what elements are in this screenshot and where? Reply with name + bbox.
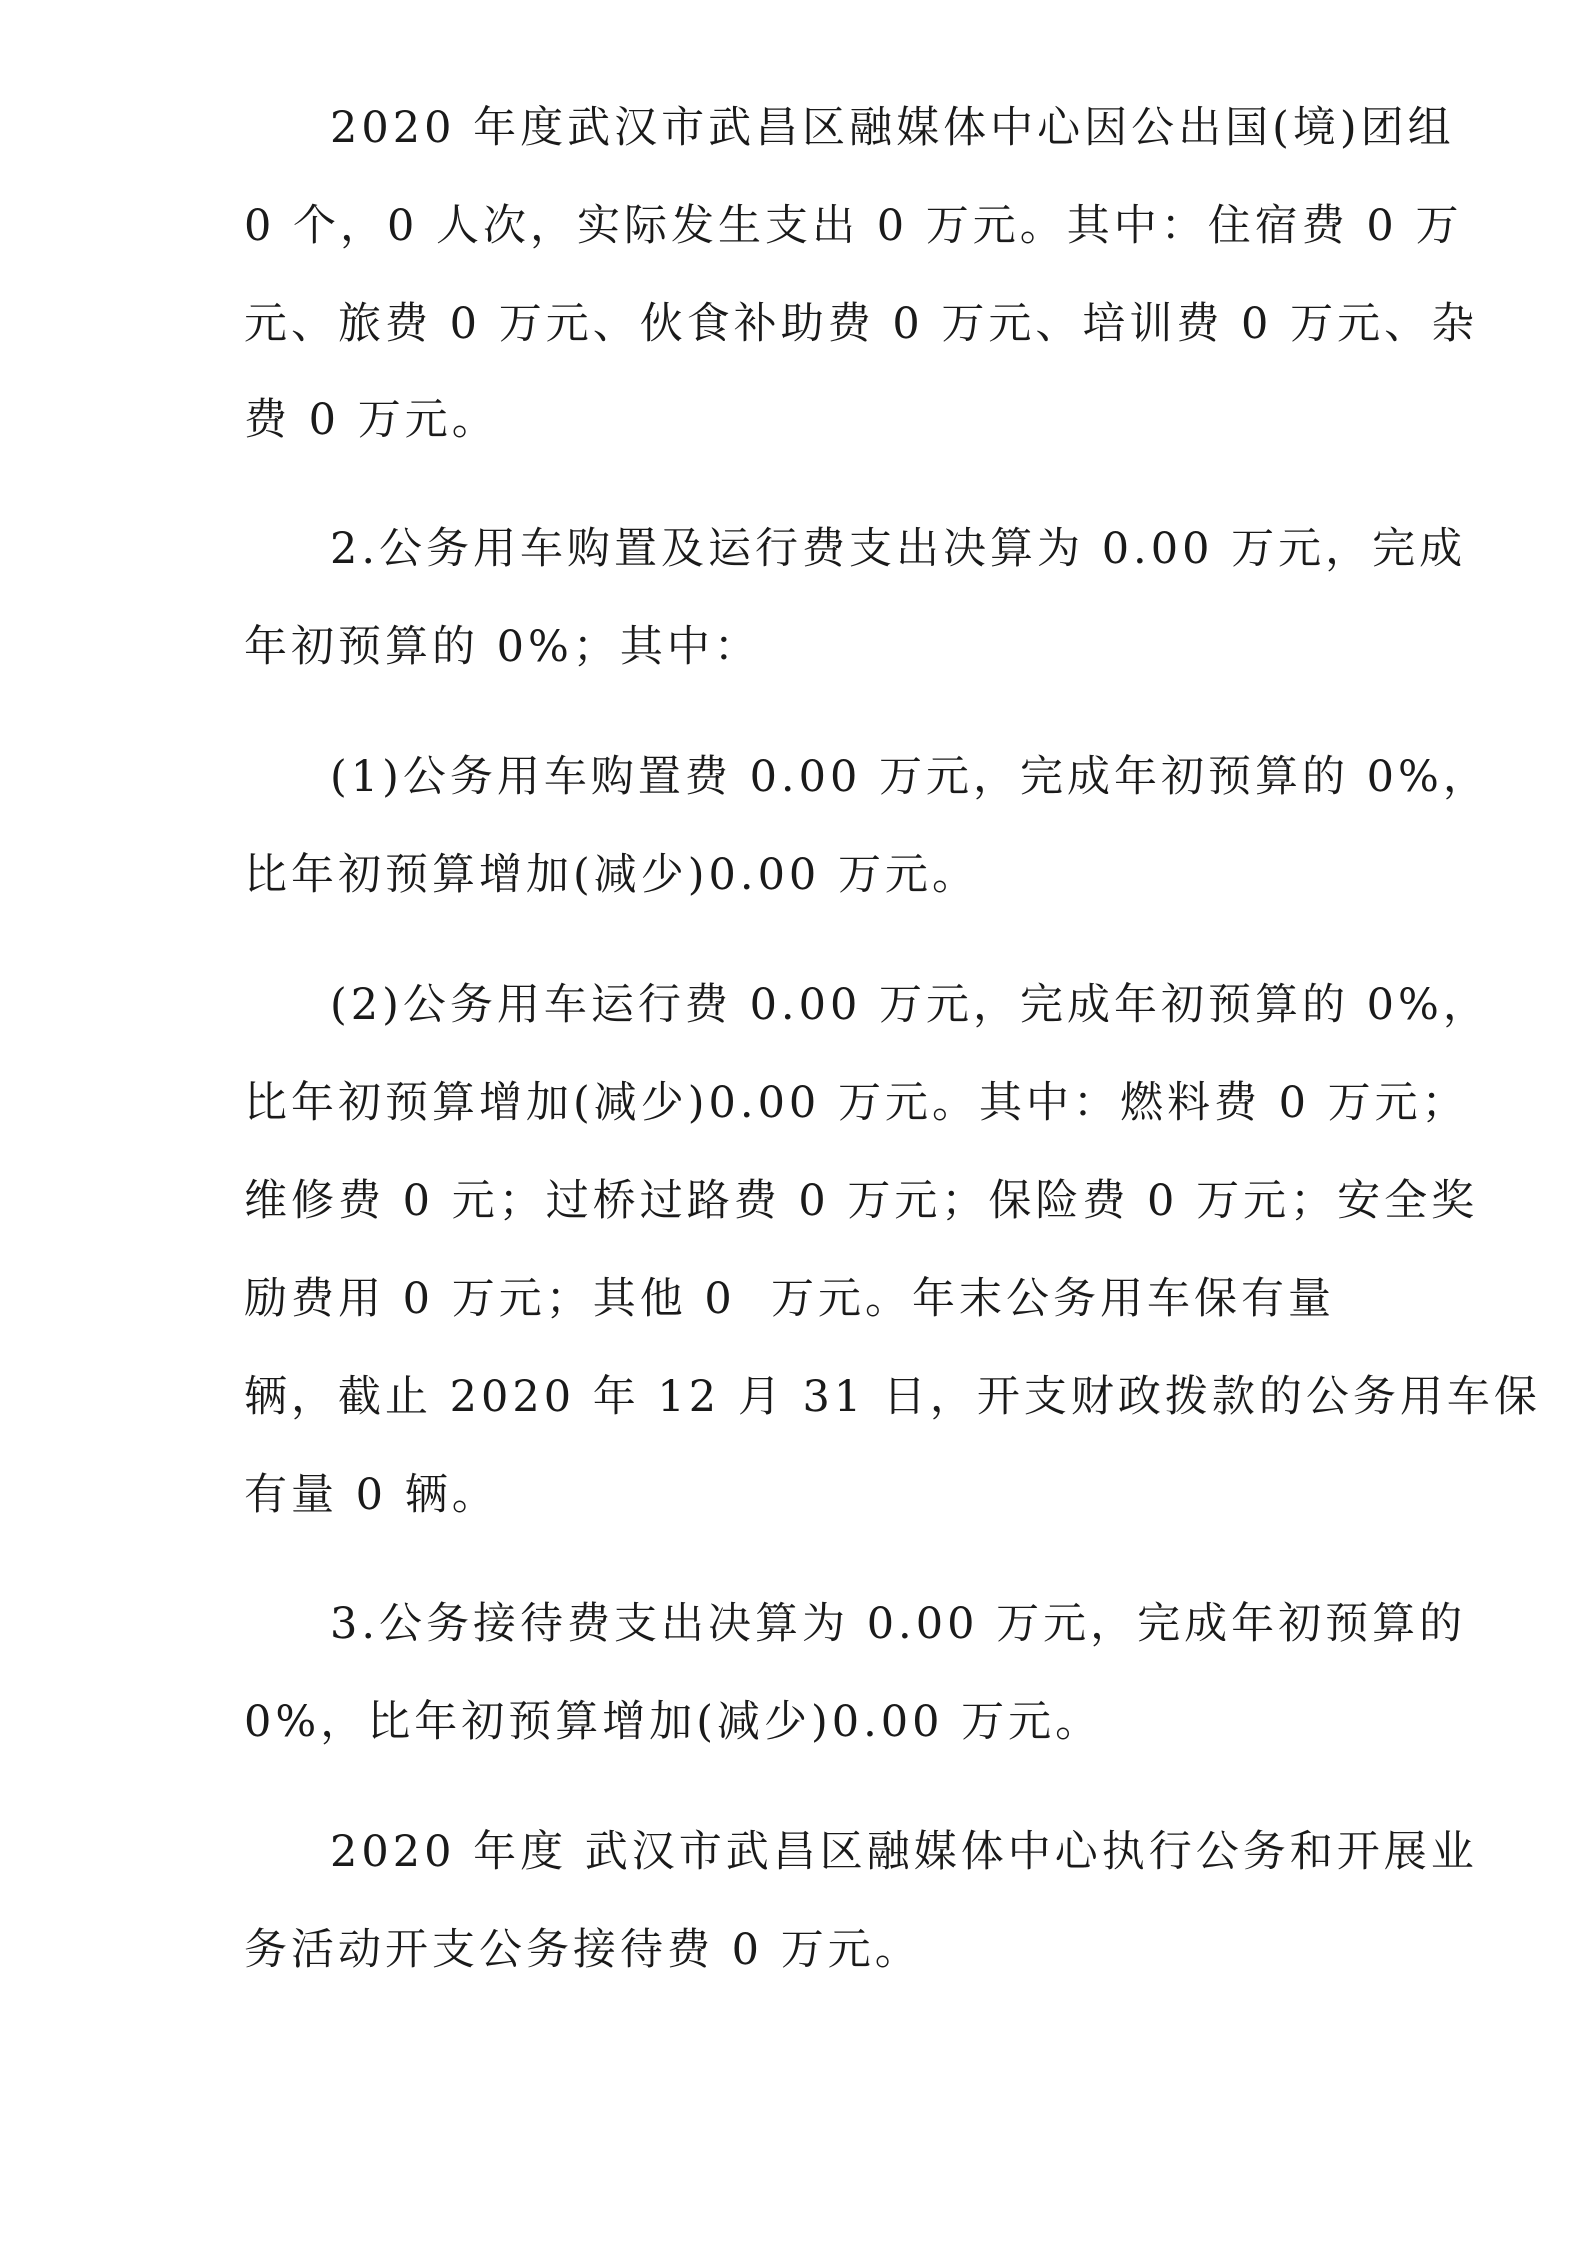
paragraph-line: 2.公务用车购置及运行费支出决算为 0.00 万元，完成 <box>330 524 1467 574</box>
paragraph-line: 辆，截止 2020 年 12 月 31 日，开支财政拨款的公务用车保 <box>244 1372 1541 1422</box>
paragraph-line: 0%，比年初预算增加(减少)0.00 万元。 <box>244 1697 1103 1747</box>
paragraph-line: (1)公务用车购置费 0.00 万元，完成年初预算的 0%， <box>330 752 1490 802</box>
paragraph-line: 务活动开支公务接待费 0 万元。 <box>244 1925 922 1975</box>
paragraph-line: 比年初预算增加(减少)0.00 万元。 <box>244 850 979 900</box>
paragraph-line: 0 个，0 人次，实际发生支出 0 万元。其中：住宿费 0 万 <box>244 201 1463 251</box>
paragraph-line: 比年初预算增加(减少)0.00 万元。其中：燃料费 0 万元； <box>244 1078 1469 1128</box>
paragraph-line: 有量 0 辆。 <box>244 1470 499 1520</box>
paragraph-line: 费 0 万元。 <box>244 395 499 445</box>
paragraph-line: (2)公务用车运行费 0.00 万元，完成年初预算的 0%， <box>330 980 1490 1030</box>
paragraph-line: 年初预算的 0%；其中： <box>244 622 761 672</box>
paragraph-line: 3.公务接待费支出决算为 0.00 万元，完成年初预算的 <box>330 1599 1467 1649</box>
paragraph-line: 励费用 0 万元；其他 0 万元。年末公务用车保有量 <box>244 1274 1336 1324</box>
paragraph-line: 维修费 0 元；过桥过路费 0 万元；保险费 0 万元；安全奖 <box>244 1176 1479 1226</box>
paragraph-line: 2020 年度武汉市武昌区融媒体中心因公出国(境)团组 <box>330 103 1455 153</box>
paragraph-line: 元、旅费 0 万元、伙食补助费 0 万元、培训费 0 万元、杂 <box>244 299 1479 349</box>
paragraph-line: 2020 年度 武汉市武昌区融媒体中心执行公务和开展业 <box>330 1827 1478 1877</box>
